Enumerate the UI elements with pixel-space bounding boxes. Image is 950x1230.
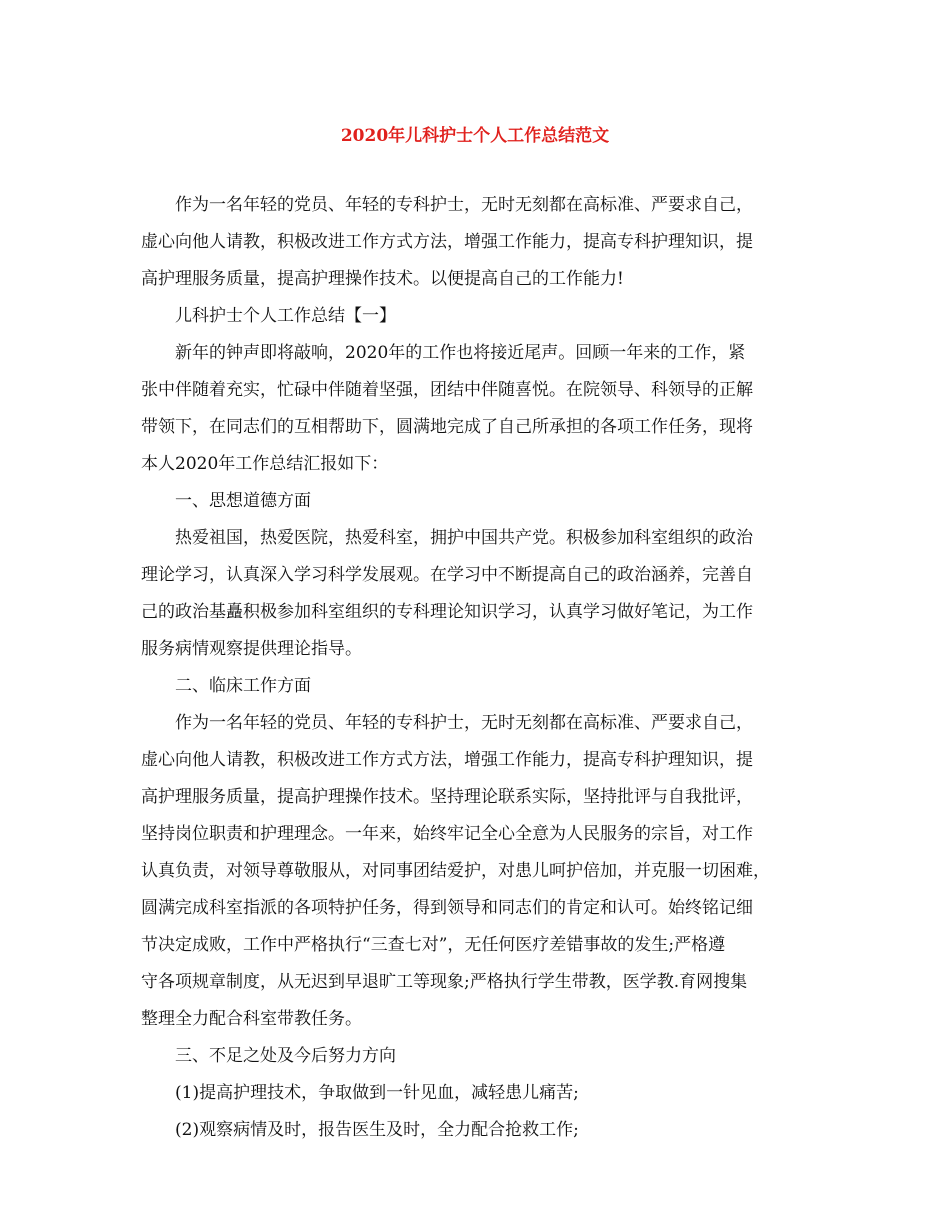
paragraph-3 <box>141 705 831 1038</box>
text-line: 虚心向他人请教，积极改进工作方式方法，增强工作能力，提高专科护理知识，提 <box>141 232 753 252</box>
text-line: 节决定成败，工作中严格执行“三查七对”，无任何医疗差错事故的发生;严格遵 <box>141 935 726 955</box>
text-line: 守各项规章制度，从无迟到早退旷工等现象;严格执行学生带教，医学教.育网搜集 <box>141 972 748 992</box>
text-line: 作为一名年轻的党员、年轻的专科护士，无时无刻都在高标准、严要求自己， <box>175 713 753 733</box>
heading-2: 二、临床工作方面 <box>175 676 311 696</box>
document-title: 2020年儿科护士个人工作总结范文 <box>340 126 610 146</box>
text-line: 圆满完成科室指派的各项特护任务，得到领导和同志们的肯定和认可。始终铭记细 <box>141 898 753 918</box>
text-line: 理论学习，认真深入学习科学发展观。在学习中不断提高自己的政治涵养，完善自 <box>141 565 753 585</box>
text-line: 热爱祖国，热爱医院，热爱科室，拥护中国共产党。积极参加科室组织的政治 <box>175 528 753 548</box>
text-line: 己的政治基矗积极参加科室组织的专科理论知识学习，认真学习做好笔记，为工作 <box>141 602 753 622</box>
text-line: 新年的钟声即将敲响，2020年的工作也将接近尾声。回顾一年来的工作，紧 <box>175 343 746 363</box>
text-line: 服务病情观察提供理论指导。 <box>141 639 362 659</box>
text-line: 高护理服务质量，提高护理操作技术。坚持理论联系实际，坚持批评与自我批评， <box>141 787 753 807</box>
heading-1: 一、思想道德方面 <box>175 491 311 511</box>
list-item-2: (2)观察病情及时，报告医生及时，全力配合抢救工作; <box>175 1120 579 1140</box>
text-line: 本人2020年工作总结汇报如下： <box>141 454 389 474</box>
paragraph-2 <box>141 520 831 668</box>
text-line: 虚心向他人请教，积极改进工作方式方法，增强工作能力，提高专科护理知识，提 <box>141 750 753 770</box>
text-line: 认真负责，对领导尊敬服从，对同事团结爱护，对患儿呵护倍加，并克服一切困难， <box>141 861 770 881</box>
text-line: 带领下，在同志们的互相帮助下，圆满地完成了自己所承担的各项工作任务，现将 <box>141 417 753 437</box>
text-line: 作为一名年轻的党员、年轻的专科护士，无时无刻都在高标准、严要求自己， <box>175 195 753 215</box>
section-heading: 儿科护士个人工作总结【一】 <box>175 306 396 326</box>
document-body <box>141 187 831 1149</box>
text-line: 高护理服务质量，提高护理操作技术。以便提高自己的工作能力! <box>141 269 624 289</box>
list-item-1: (1)提高护理技术，争取做到一针见血，减轻患儿痛苦; <box>175 1083 579 1103</box>
paragraph-1 <box>141 335 831 483</box>
text-line: 整理全力配合科室带教任务。 <box>141 1009 362 1029</box>
heading-3: 三、不足之处及今后努力方向 <box>175 1046 396 1066</box>
text-line: 张中伴随着充实，忙碌中伴随着坚强，团结中伴随喜悦。在院领导、科领导的正解 <box>141 380 753 400</box>
text-line: 坚持岗位职责和护理理念。一年来，始终牢记全心全意为人民服务的宗旨，对工作 <box>141 824 753 844</box>
intro-paragraph <box>141 187 831 298</box>
